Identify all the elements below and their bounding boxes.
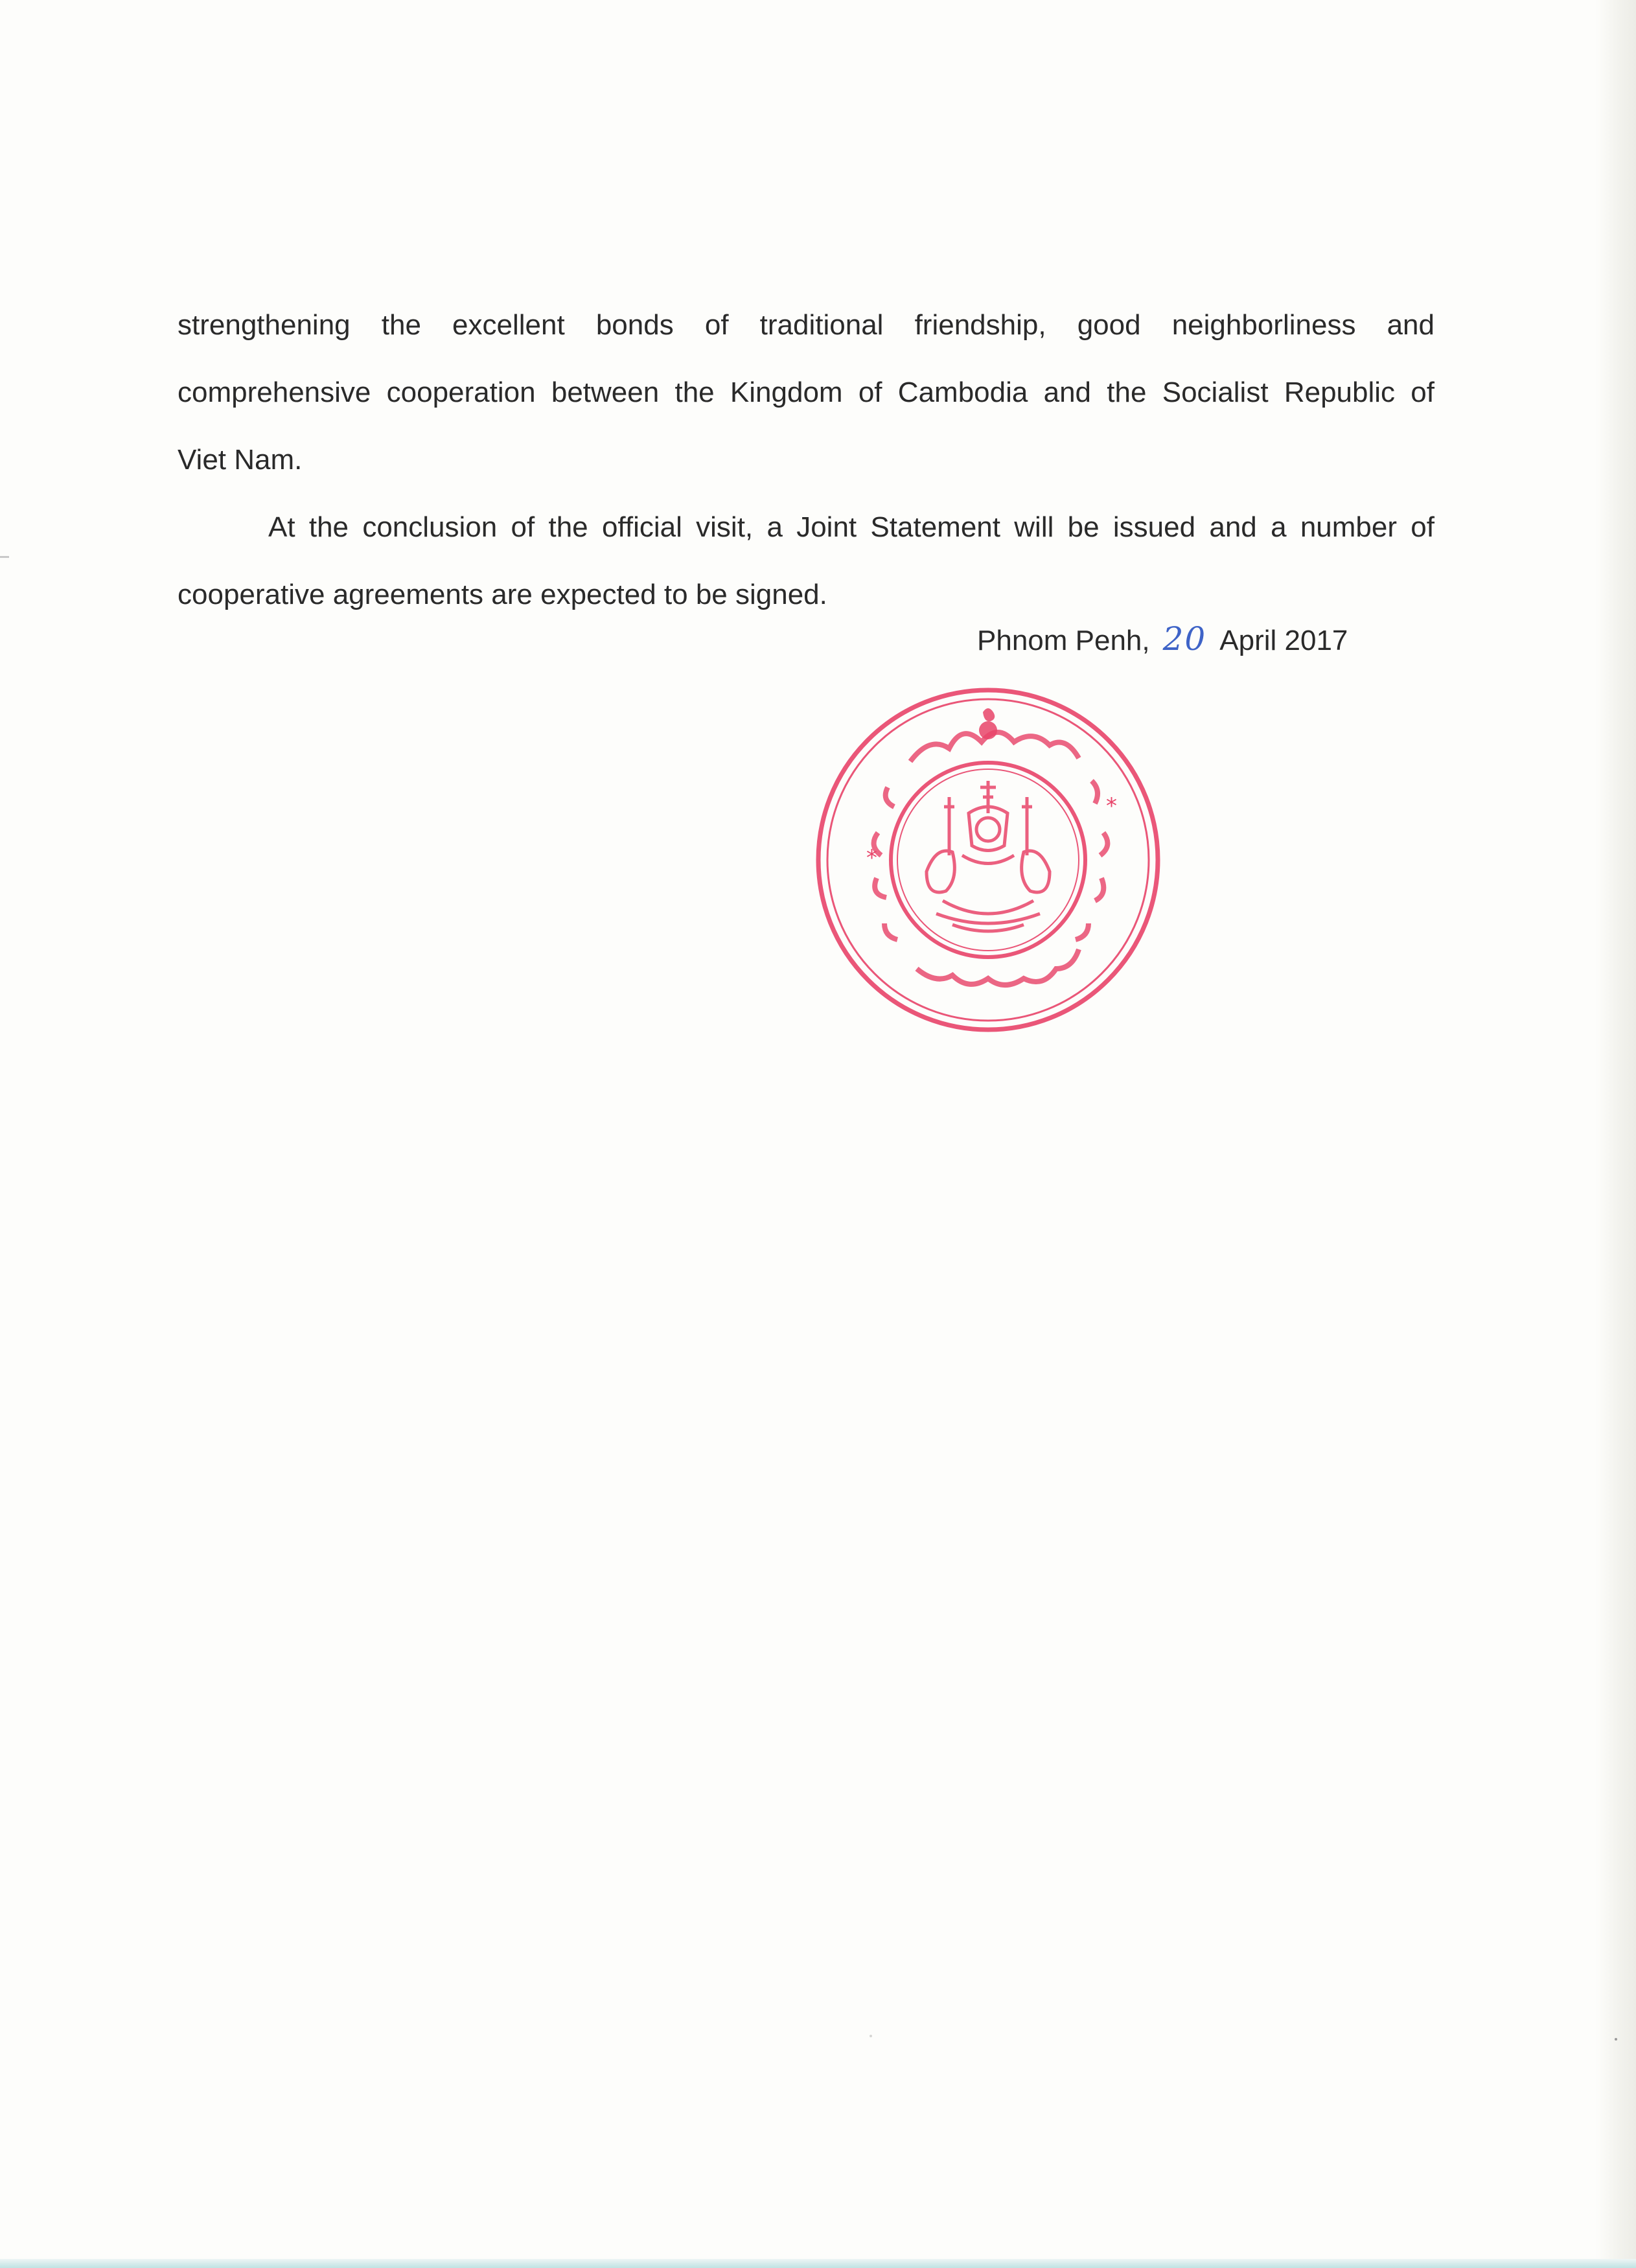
signoff-place: Phnom Penh, [977, 625, 1150, 656]
paragraph-1-line-1: strengthening the excellent bonds of traditional friendship, good neighborliness and [178, 309, 1434, 341]
paragraph-2-line-1: At the conclusion of the official visit, a Joint Statement will be issued and a number of [268, 511, 1434, 543]
seal-emblem [927, 781, 1050, 931]
scan-bottom-edge [0, 2259, 1636, 2268]
signoff-month-year: April 2017 [1219, 625, 1348, 656]
paragraph-1-line-2: comprehensive cooperation between the Kingdom of Cambodia and the Socialist Republic of [178, 376, 1434, 408]
official-seal-stamp [813, 684, 1163, 1037]
paragraph-2 [178, 494, 1434, 629]
scan-speck [1615, 2038, 1617, 2041]
page-edge-shadow [1596, 0, 1636, 2268]
paragraph-1 [178, 292, 1434, 494]
margin-mark [0, 556, 9, 558]
handwritten-day: 20 [1162, 620, 1207, 658]
signoff-date-line [977, 613, 1348, 667]
svg-text:*: * [1106, 793, 1117, 819]
paragraph-1-line-3: Viet Nam. [178, 444, 303, 476]
svg-text:*: * [866, 845, 877, 871]
paragraph-2-line-2: cooperative agreements are expected to be signed. [178, 579, 827, 610]
scan-speck [870, 2035, 872, 2037]
seal-script-band [874, 732, 1108, 985]
